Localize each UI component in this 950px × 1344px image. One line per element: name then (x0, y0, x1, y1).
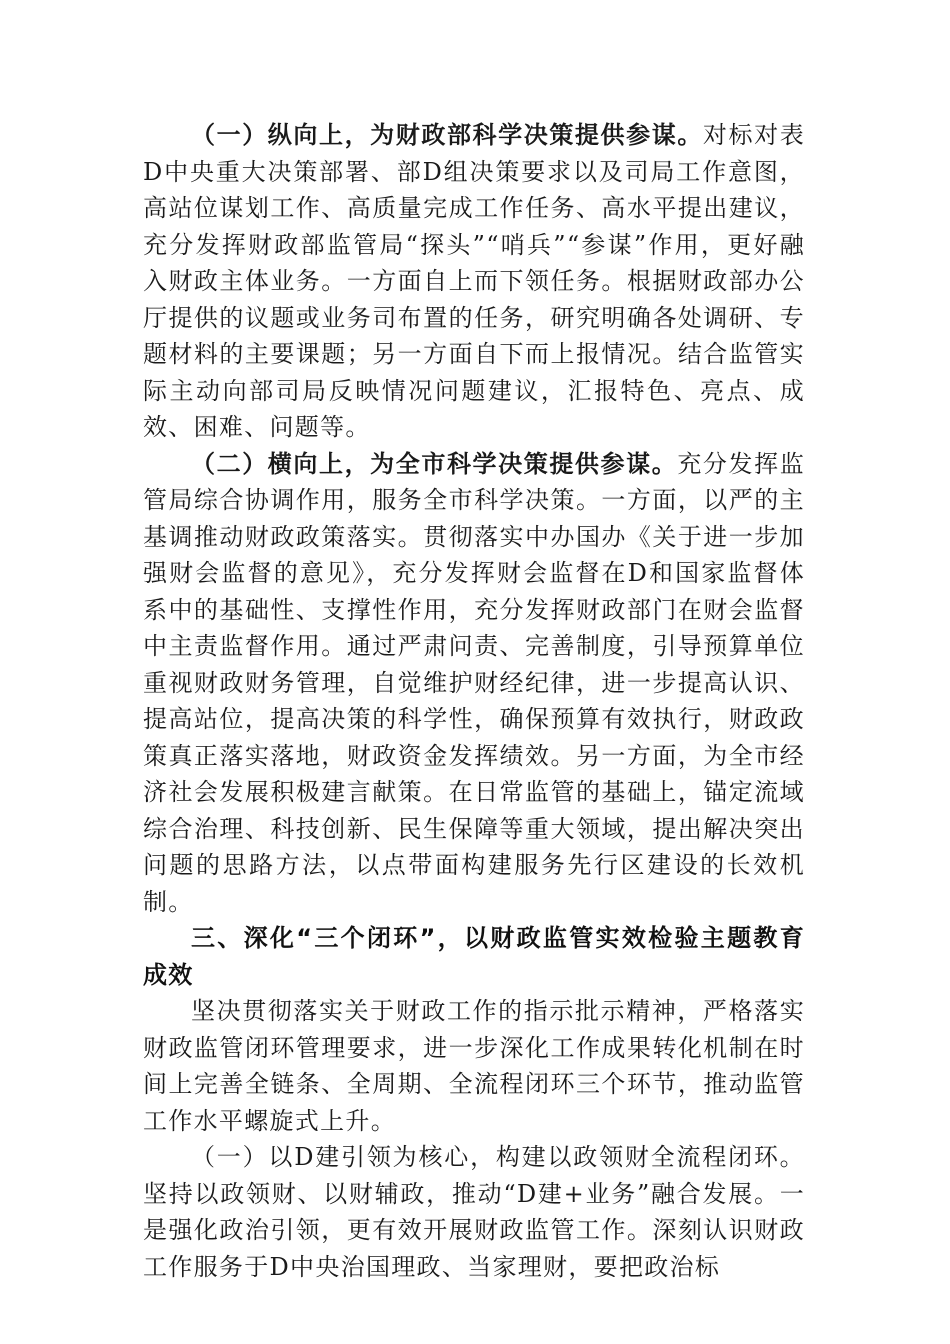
paragraph-vertical (143, 117, 805, 446)
paragraph-party-building (143, 1139, 805, 1285)
paragraph-intro: 坚决贯彻落实关于财政工作的指示批示精神，严格落实财政监管闭环管理要求，进一步深化工作成果转化机制在时间上完善全链条、全周期、全流程闭环三个环节，推动监管工作水平螺旋式上升。 (143, 997, 805, 1135)
paragraph-lead: （一）以D建引领为核心，构建以政领财全流程闭环。 (191, 1143, 805, 1171)
document-body (143, 117, 805, 1285)
paragraph-horizontal (143, 446, 805, 921)
paragraph-text: 充分发挥监管局综合协调作用，服务全市科学决策。一方面，以严的主基调推动财政政策落实。贯彻落实中办国办《关于进一步加强财会监督的意见》，充分发挥财会监督在D和国家监督体系中的基础性、支撑性作用，充分发挥财政部门在财会监督中主责监督作用。通过严肃问责、完善制度，引导预算单位重视财政财务管理，自觉维护财经纪律，进一步提高认识、提高站位，提高决策的科学性，确保预算有效执行，财政政策真正落实落地，财政资金发挥绩效。另一方面，为全市经济社会发展积极建言献策。在日常监管的基础上，锚定流域综合治理、科技创新、民生保障等重大领域，提出解决突出问题的思路方法，以点带面构建服务先行区建设的长效机制。 (143, 449, 806, 916)
paragraph-text: 对标对表D中央重大决策部署、部D组决策要求以及司局工作意图，高站位谋划工作、高质量完成工作任务、高水平提出建议，充分发挥财政部监管局“探头”“哨兵”“参谋”作用，更好融入财政主体业务。一方面自上而下领任务。根据财政部办公厅提供的议题或业务司布置的任务，研究明确各处调研、专题材料的主要课题；另一方面自下而上报情况。结合监管实际主动向部司局反映情况问题建议，汇报特色、亮点、成效、困难、问题等。 (143, 121, 806, 441)
paragraph-text: 坚持以政领财、以财辅政，推动“D建+业务”融合发展。一是强化政治引领，更有效开展财政监管工作。深刻认识财政工作服务于D中央治国理政、当家理财，要把政治标 (143, 1179, 805, 1281)
paragraph-lead: （一）纵向上，为财政部科学决策提供参谋。 (191, 121, 703, 149)
paragraph-lead: （二）横向上，为全市科学决策提供参谋。 (191, 449, 678, 478)
section-heading: 三、深化“三个闭环”，以财政监管实效检验主题教育成效 (143, 924, 805, 989)
